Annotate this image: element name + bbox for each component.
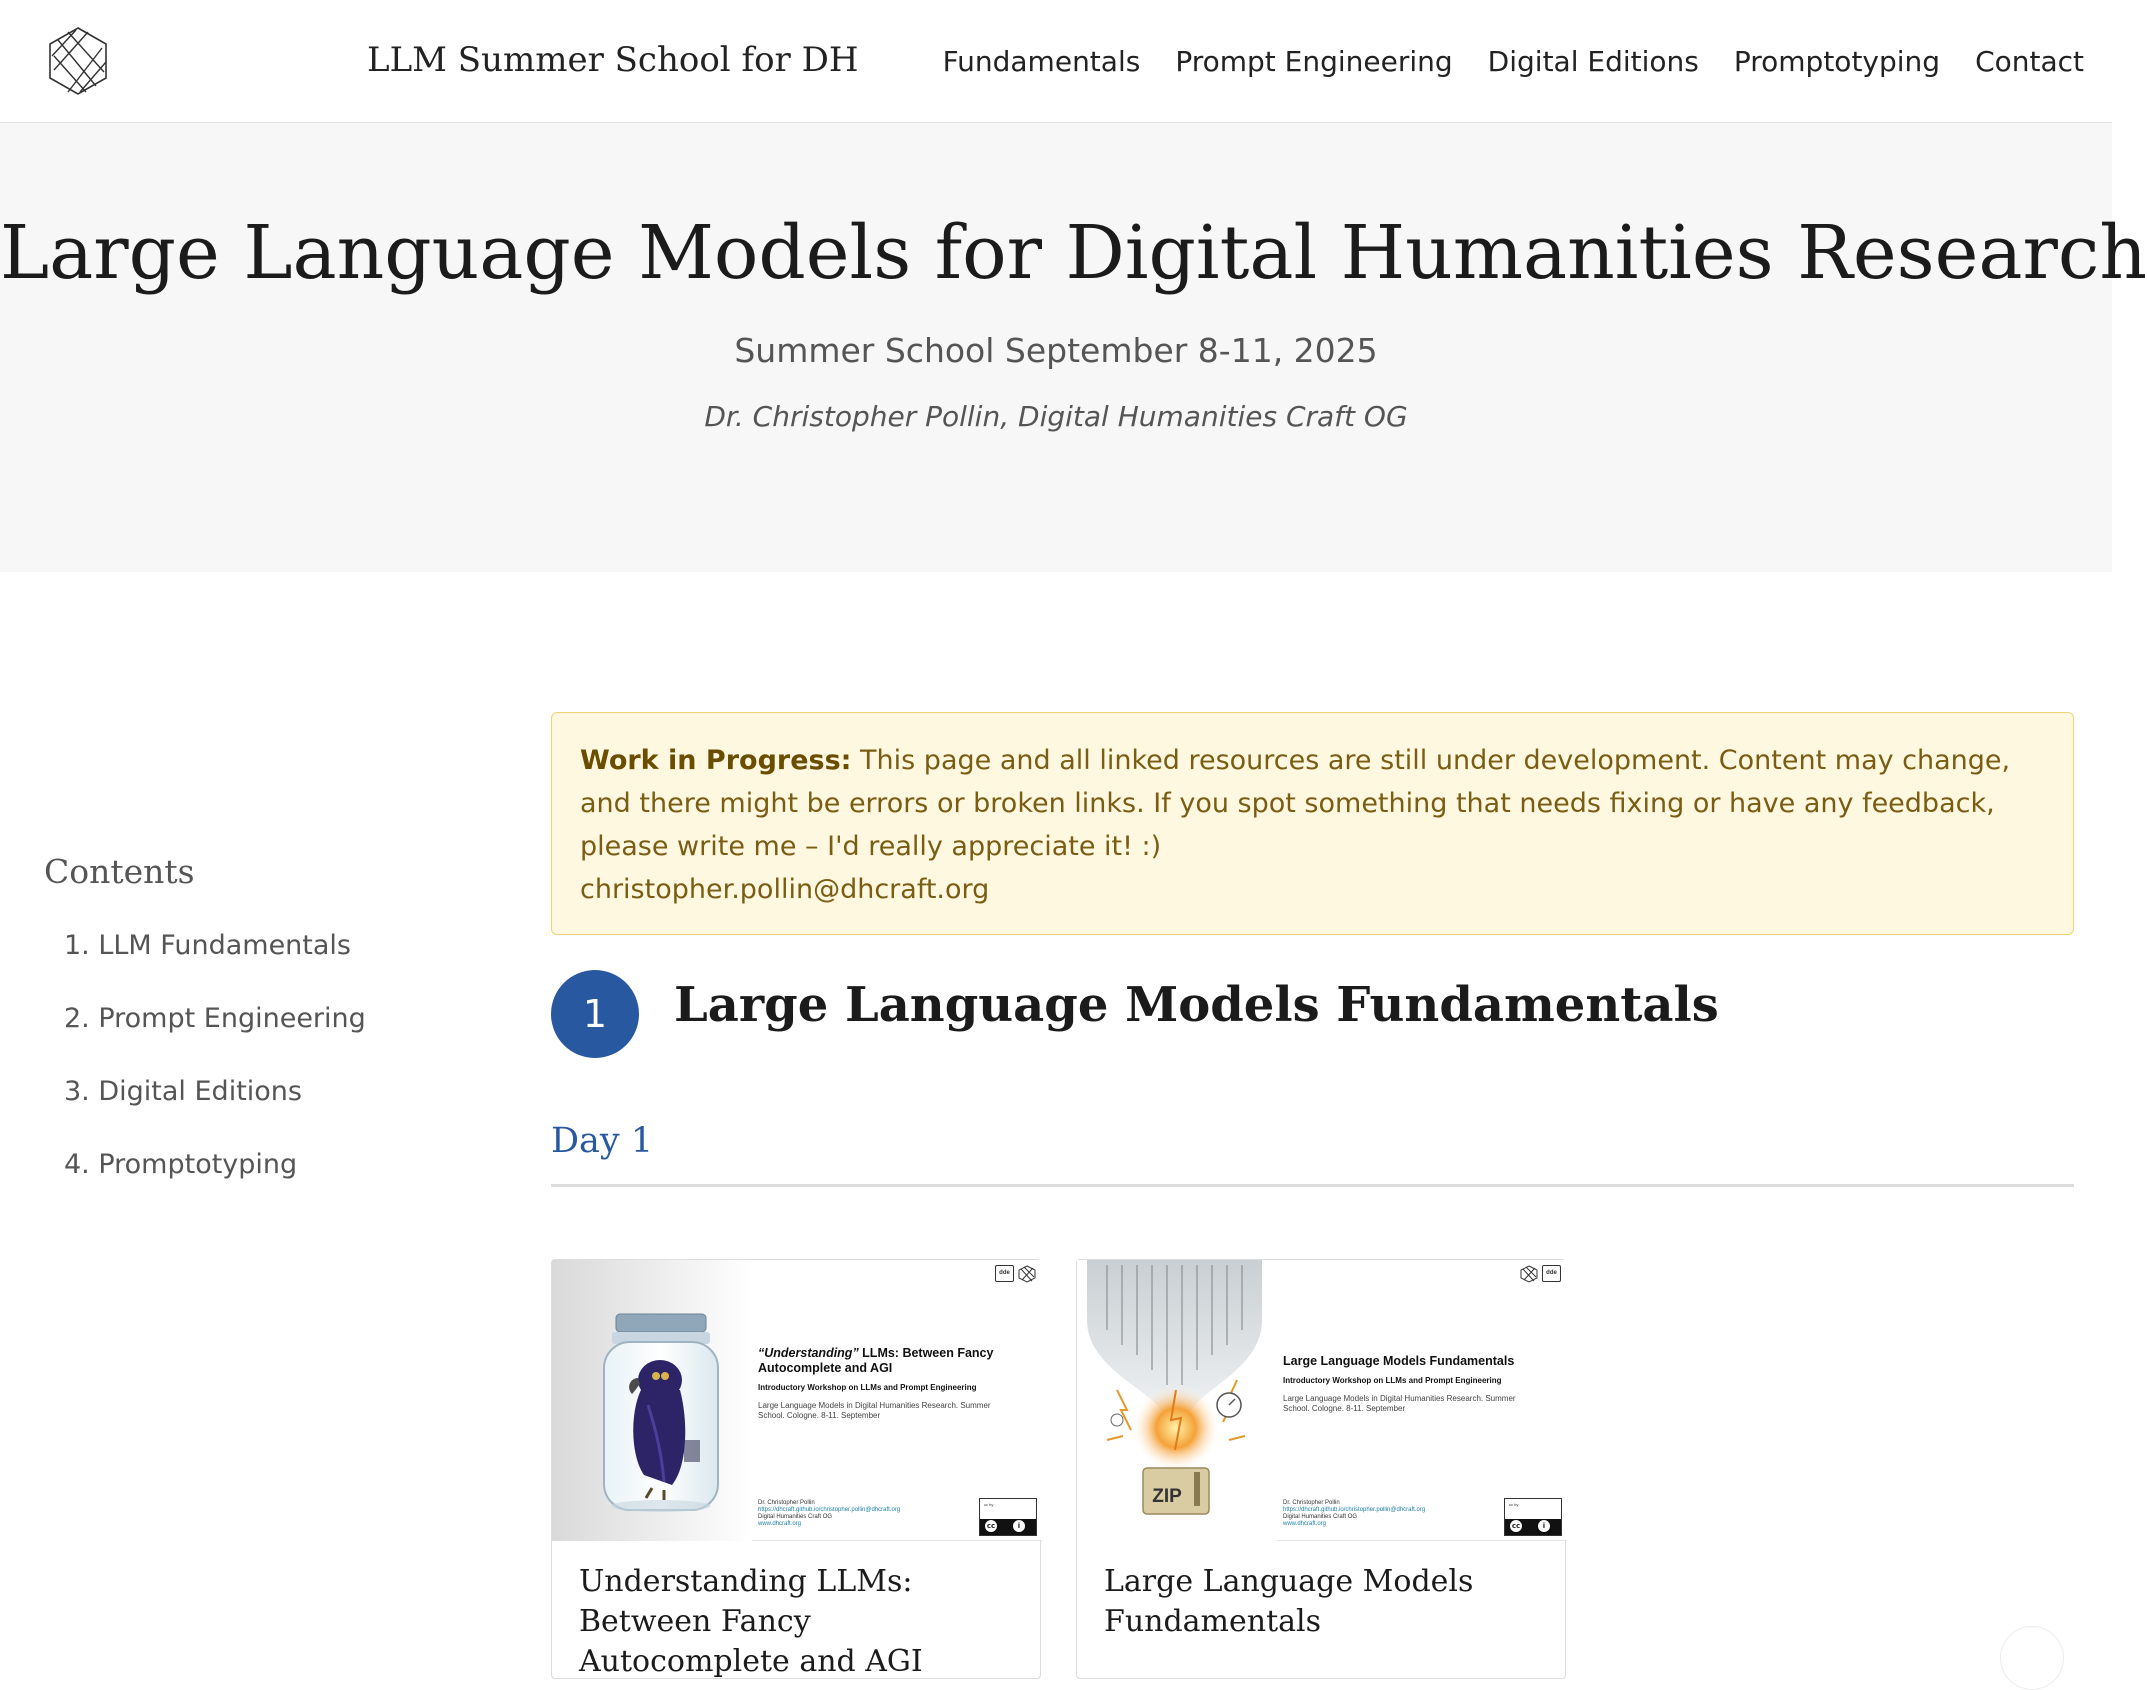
thumb-title: Large Language Models Fundamentals (1283, 1354, 1515, 1368)
toc-list (44, 926, 504, 1185)
work-in-progress-callout (551, 712, 2074, 935)
nav-link-contact[interactable]: Contact (1975, 45, 2084, 78)
thumb-title: “Understanding” LLMs: Between Fancy Autocomplete and AGI (758, 1346, 994, 1375)
thumb-footer: Dr. Christopher Pollin https://dhcraft.github.io/christopher.pollin@dhcraft.org Digital Humanities Craft OG www.dhcraft.org (1283, 1500, 1426, 1527)
card-thumbnail[interactable] (1077, 1260, 1567, 1541)
card-thumbnail[interactable] (552, 1260, 1042, 1541)
day-heading (551, 1115, 2074, 1187)
page-title: Large Language Models for Digital Humanities Research (0, 210, 2147, 296)
thumb-info: Large Language Models in Digital Humanities Research. Summer School. Cologne. 8-11. September (758, 1401, 991, 1420)
day-label: Day 1 (551, 1121, 654, 1161)
thumb-subtitle: Introductory Workshop on LLMs and Prompt Engineering (758, 1383, 977, 1392)
cc-license-icon: cc by cc i (979, 1498, 1037, 1536)
dhcraft-badge-icon: dde (995, 1265, 1014, 1282)
thumb-subtitle: Introductory Workshop on LLMs and Prompt Engineering (1283, 1376, 1502, 1385)
thumb-corner-icons (1520, 1265, 1561, 1283)
toc-title: Contents (44, 852, 195, 891)
section-title: Large Language Models Fundamentals (674, 977, 1719, 1033)
nav-link-digital-editions[interactable]: Digital Editions (1487, 45, 1699, 78)
thumb-info: Large Language Models in Digital Humanities Research. Summer School. Cologne. 8-11. September (1283, 1394, 1516, 1413)
page-subtitle: Summer School September 8-11, 2025 (734, 331, 1378, 370)
navbar (0, 0, 2112, 123)
nav-link-fundamentals[interactable]: Fundamentals (942, 45, 1141, 78)
section-number-badge: 1 (551, 970, 639, 1058)
parrot-in-jar-icon (552, 1260, 752, 1541)
table-of-contents (44, 848, 504, 1218)
main-nav (943, 40, 2084, 84)
thumb-text (758, 1346, 1018, 1421)
card-title[interactable]: Large Language Models Fundamentals (1104, 1564, 1474, 1639)
toc-item-promptotyping[interactable]: 4. Promptotyping (64, 1149, 298, 1180)
nav-link-promptotyping[interactable]: Promptotyping (1733, 45, 1941, 78)
back-to-top-button[interactable] (2000, 1626, 2064, 1690)
dhcraft-logo-small-icon (1018, 1265, 1036, 1283)
dhcraft-logo-small-icon (1520, 1265, 1538, 1283)
zip-compression-icon (1077, 1260, 1277, 1541)
section-header (551, 970, 2074, 1060)
thumb-footer: Dr. Christopher Pollin https://dhcraft.github.io/christopher.pollin@dhcraft.org Digital Humanities Craft OG www.dhcraft.org (758, 1500, 901, 1527)
cc-license-icon: cc by cc i (1504, 1498, 1562, 1536)
dhcraft-badge-icon: dde (1542, 1265, 1561, 1282)
callout-text: This page and all linked resources are still under development. Content may change, and there might be errors or broken links. If you spot something that needs fixing or have any feedback, please write me – I'd really appreciate it! :) (580, 745, 2011, 862)
zip-label: ZIP (1152, 1486, 1182, 1507)
toc-item-prompt-engineering[interactable]: 2. Prompt Engineering (64, 1003, 366, 1034)
slide-card-llm-fundamentals[interactable] (1076, 1259, 1566, 1679)
callout-label: Work in Progress: (580, 745, 852, 776)
thumb-text (1283, 1354, 1543, 1414)
callout-email-link[interactable]: christopher.pollin@dhcraft.org (580, 874, 990, 905)
slide-card-understanding-llms[interactable] (551, 1259, 1041, 1679)
nav-link-prompt-engineering[interactable]: Prompt Engineering (1175, 45, 1453, 78)
site-title[interactable]: LLM Summer School for DH (367, 40, 859, 80)
toc-item-llm-fundamentals[interactable]: 1. LLM Fundamentals (64, 930, 351, 961)
hero-banner (0, 123, 2147, 572)
card-title[interactable]: Understanding LLMs: Between Fancy Autocomplete and AGI (579, 1564, 923, 1679)
dhcraft-logo-icon[interactable] (46, 26, 110, 96)
thumb-corner-icons (995, 1265, 1036, 1283)
page-author: Dr. Christopher Pollin, Digital Humanities Craft OG (704, 400, 1408, 433)
toc-item-digital-editions[interactable]: 3. Digital Editions (64, 1076, 302, 1107)
